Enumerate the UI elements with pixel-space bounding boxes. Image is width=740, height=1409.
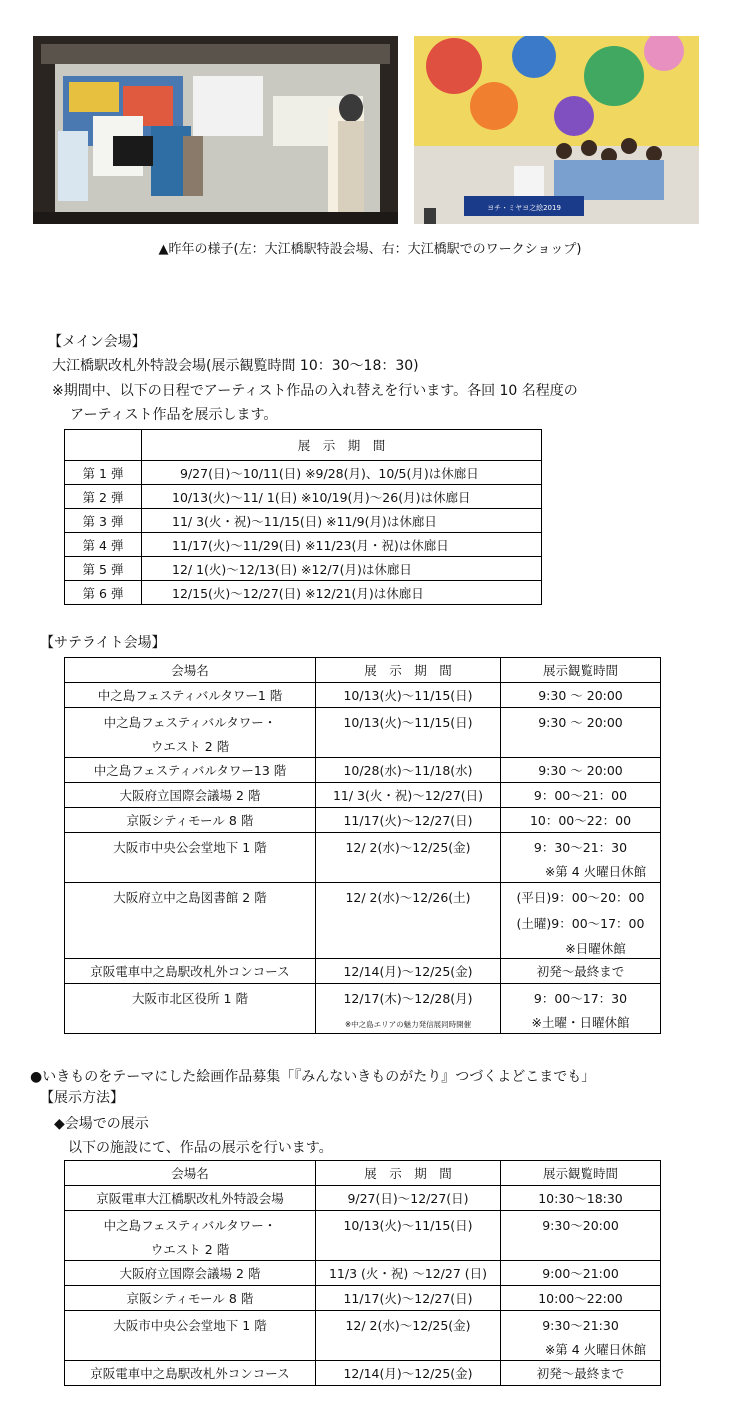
satellite-venue-time: 10：00〜22：00 — [501, 808, 661, 833]
main-note-line1: ※期間中、以下の日程でアーティスト作品の入れ替えを行います。各回 10 名程度の — [52, 383, 578, 399]
contest-venue-time: 9:00〜21:00 — [501, 1261, 661, 1286]
contest-heading: ●いきものをテーマにした絵画作品募集「『みんないきものがたり』つづくよどこまでも」 — [30, 1069, 596, 1085]
satellite-header-name: 会場名 — [65, 658, 316, 683]
main-table-row — [65, 533, 542, 557]
satellite-row — [65, 758, 661, 783]
contest-header-time: 展示観覧時間 — [501, 1161, 661, 1186]
satellite-venue-time — [501, 984, 661, 1034]
satellite-header-row — [65, 658, 661, 683]
satellite-venue-name: 京阪電車中之島駅改札外コンコース — [65, 959, 316, 984]
main-row-label: 第 6 弾 — [65, 581, 142, 605]
main-row-period: 12/ 1(火)〜12/13(日) ※12/7(月)は休廊日 — [142, 557, 542, 581]
main-table-corner — [65, 430, 142, 461]
main-table-row — [65, 557, 542, 581]
satellite-venue-name: 中之島フェスティバルタワー1 階 — [65, 683, 316, 708]
satellite-venue-period: 11/17(火)〜12/27(日) — [316, 808, 501, 833]
satellite-venue-time: 初発〜最終まで — [501, 959, 661, 984]
main-row-label: 第 1 弾 — [65, 461, 142, 485]
main-schedule-table — [64, 429, 542, 605]
contest-venue-time-line2: ※第 4 火曜日休館 — [544, 1342, 647, 1357]
main-row-label: 第 4 弾 — [65, 533, 142, 557]
satellite-venue-time: 9:30 〜 20:00 — [501, 708, 661, 758]
main-venue: 大江橋駅改札外特設会場(展示観覧時間 10：30〜18：30) — [52, 358, 419, 374]
satellite-venue-period: 10/13(火)〜11/15(日) — [316, 708, 501, 758]
satellite-venue-time-line1: 9：30〜21：30 — [533, 840, 628, 855]
main-row-label: 第 2 弾 — [65, 485, 142, 509]
satellite-venue-time: 9:30 〜 20:00 — [501, 683, 661, 708]
satellite-venue-period — [316, 984, 501, 1034]
satellite-venue-name: 大阪府立中之島図書館 2 階 — [65, 883, 316, 959]
main-heading: 【メイン会場】 — [48, 334, 146, 350]
contest-venue-time: 初発〜最終まで — [501, 1361, 661, 1386]
main-row-period: 12/15(火)〜12/27(日) ※12/21(月)は休廊日 — [142, 581, 542, 605]
contest-venue-time: 10:30〜18:30 — [501, 1186, 661, 1211]
main-table-header-row — [65, 430, 542, 461]
contest-row — [65, 1361, 661, 1386]
contest-header-row — [65, 1161, 661, 1186]
satellite-table — [64, 657, 661, 1034]
satellite-venue-period-note: ※中之島エリアの魅力発信展同時開催 — [344, 1020, 472, 1029]
contest-intro: 以下の施設にて、作品の展示を行います。 — [68, 1140, 333, 1156]
contest-venue-name: 大阪市中央公会堂地下 1 階 — [65, 1311, 316, 1361]
main-row-period: 11/17(火)〜11/29(日) ※11/23(月・祝)は休廊日 — [142, 533, 542, 557]
satellite-venue-name-line1: 中之島フェスティバルタワー・ — [103, 715, 277, 730]
satellite-row — [65, 833, 661, 883]
contest-venue-name: 大阪府立国際会議場 2 階 — [65, 1261, 316, 1286]
contest-venue-period: 12/14(月)〜12/25(金) — [316, 1361, 501, 1386]
contest-row — [65, 1261, 661, 1286]
satellite-venue-time-line2: ※土曜・日曜休館 — [531, 1015, 630, 1030]
photo-exhibition-venue — [33, 36, 398, 224]
workshop-banner-text: ヨチ・ミヤヨ之絵2019 — [487, 204, 561, 212]
contest-method: 【展示方法】 — [40, 1090, 124, 1106]
satellite-venue-time: 9:30 〜 20:00 — [501, 758, 661, 783]
contest-row — [65, 1286, 661, 1311]
satellite-heading: 【サテライト会場】 — [40, 635, 166, 651]
main-row-period: 9/27(日)〜10/11(日) ※9/28(月)、10/5(月)は休廊日 — [142, 461, 542, 485]
main-note-line2: アーティスト作品を展示します。 — [70, 407, 278, 423]
satellite-venue-time: 9：00〜21：00 — [501, 783, 661, 808]
satellite-row — [65, 808, 661, 833]
satellite-venue-period-line1: 12/17(木)〜12/28(月) — [343, 991, 473, 1006]
photo-workshop — [414, 36, 699, 224]
main-table-header: 展 示 期 間 — [142, 430, 542, 461]
contest-venue-name: 京阪電車大江橋駅改札外特設会場 — [65, 1186, 316, 1211]
contest-sub: ◆会場での展示 — [54, 1116, 149, 1132]
main-table-row — [65, 461, 542, 485]
satellite-venue-name: 大阪府立国際会議場 2 階 — [65, 783, 316, 808]
contest-venue-time: 9:30〜20:00 — [501, 1211, 661, 1261]
satellite-venue-time-line3: ※日曜休館 — [565, 941, 626, 956]
satellite-venue-time-line1: (平日)9：00〜20：00 — [516, 890, 645, 905]
satellite-row — [65, 984, 661, 1034]
satellite-venue-name-line2: ウエスト 2 階 — [150, 739, 230, 754]
satellite-header-period: 展 示 期 間 — [316, 658, 501, 683]
contest-venue-time: 10:00〜22:00 — [501, 1286, 661, 1311]
contest-venue-name-line2: ウエスト 2 階 — [150, 1242, 230, 1257]
contest-row — [65, 1211, 661, 1261]
contest-header-name: 会場名 — [65, 1161, 316, 1186]
contest-header-period: 展 示 期 間 — [316, 1161, 501, 1186]
satellite-venue-time-line2: ※第 4 火曜日休館 — [544, 864, 647, 879]
satellite-venue-name: 大阪市北区役所 1 階 — [65, 984, 316, 1034]
main-table-row — [65, 509, 542, 533]
satellite-venue-time-line1: 9：00〜17：30 — [533, 991, 628, 1006]
main-row-period: 11/ 3(火・祝)〜11/15(日) ※11/9(月)は休廊日 — [142, 509, 542, 533]
contest-venue-period: 11/3 (火・祝) 〜12/27 (日) — [316, 1261, 501, 1286]
exhibition-venue-image — [33, 36, 398, 224]
satellite-venue-period: 12/ 2(水)〜12/25(金) — [316, 833, 501, 883]
contest-row — [65, 1311, 661, 1361]
satellite-venue-name: 京阪シティモール 8 階 — [65, 808, 316, 833]
satellite-row — [65, 683, 661, 708]
contest-venue-time-line1: 9:30〜21:30 — [542, 1318, 619, 1333]
contest-venue-period: 9/27(日)〜12/27(日) — [316, 1186, 501, 1211]
contest-venue-name-line1: 中之島フェスティバルタワー・ — [103, 1218, 277, 1233]
satellite-venue-period: 10/13(火)〜11/15(日) — [316, 683, 501, 708]
contest-row — [65, 1186, 661, 1211]
contest-venue-time — [501, 1311, 661, 1361]
main-table-row — [65, 581, 542, 605]
satellite-row — [65, 708, 661, 758]
contest-venue-period: 10/13(火)〜11/15(日) — [316, 1211, 501, 1261]
contest-venue-period: 12/ 2(水)〜12/25(金) — [316, 1311, 501, 1361]
satellite-row — [65, 959, 661, 984]
contest-venue-name — [65, 1211, 316, 1261]
satellite-header-time: 展示観覧時間 — [501, 658, 661, 683]
main-table-row — [65, 485, 542, 509]
satellite-venue-name — [65, 708, 316, 758]
main-row-period: 10/13(火)〜11/ 1(日) ※10/19(月)〜26(月)は休廊日 — [142, 485, 542, 509]
satellite-venue-period: 10/28(水)〜11/18(水) — [316, 758, 501, 783]
satellite-venue-period: 11/ 3(火・祝)〜12/27(日) — [316, 783, 501, 808]
satellite-venue-period: 12/14(月)〜12/25(金) — [316, 959, 501, 984]
contest-venue-name: 京阪電車中之島駅改札外コンコース — [65, 1361, 316, 1386]
workshop-image — [414, 36, 699, 224]
contest-venue-period: 11/17(火)〜12/27(日) — [316, 1286, 501, 1311]
satellite-venue-time — [501, 883, 661, 959]
satellite-venue-time — [501, 833, 661, 883]
satellite-row — [65, 783, 661, 808]
satellite-venue-time-line2: (土曜)9：00〜17：00 — [516, 916, 645, 931]
satellite-venue-name: 大阪市中央公会堂地下 1 階 — [65, 833, 316, 883]
satellite-row — [65, 883, 661, 959]
contest-table — [64, 1160, 661, 1386]
main-row-label: 第 3 弾 — [65, 509, 142, 533]
main-row-label: 第 5 弾 — [65, 557, 142, 581]
satellite-venue-name: 中之島フェスティバルタワー13 階 — [65, 758, 316, 783]
contest-venue-name: 京阪シティモール 8 階 — [65, 1286, 316, 1311]
photo-caption: ▲昨年の様子(左：大江橋駅特設会場、右：大江橋駅でのワークショップ) — [158, 242, 582, 257]
satellite-venue-period: 12/ 2(水)〜12/26(土) — [316, 883, 501, 959]
